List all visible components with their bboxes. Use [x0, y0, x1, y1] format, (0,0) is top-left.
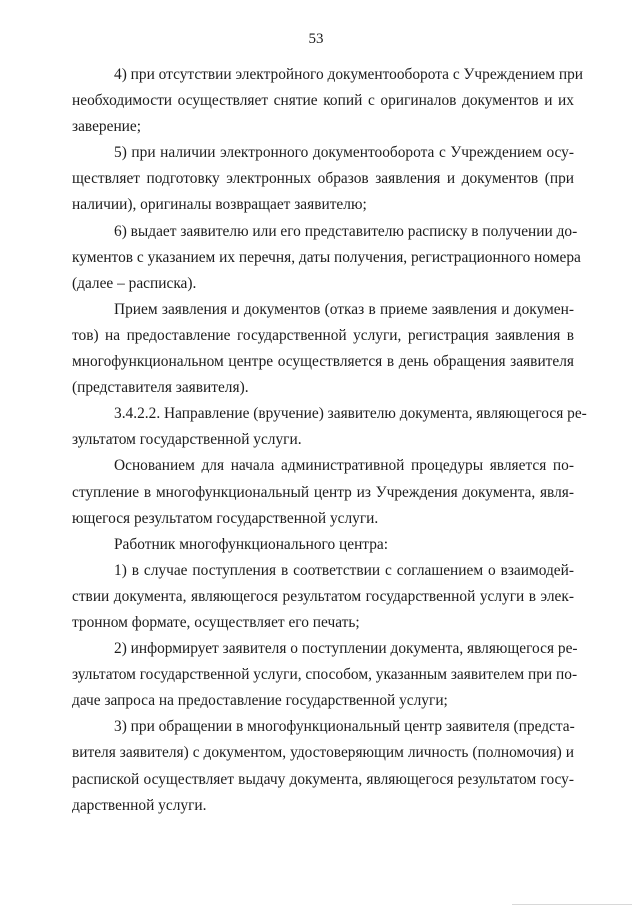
text-line: 3.4.2.2. Направление (вручение) заявителю документа, являющегося ре-: [114, 405, 587, 423]
paragraph-item-3: [72, 714, 574, 818]
document-body: [72, 62, 587, 819]
text-line: необходимости осуществляет снятие копий с оригиналов документов и их: [72, 92, 574, 110]
paragraph-item-6: [72, 219, 581, 297]
text-line: заверение;: [72, 118, 142, 136]
paragraph-reception: [72, 297, 574, 401]
text-line: тронном формате, осуществляет его печать;: [72, 613, 360, 631]
text-line: ствии документа, являющегося результатом государственной услуги в элек-: [72, 587, 574, 605]
paragraph-item-5: [72, 140, 574, 218]
text-line: зультатом государственной услуги.: [72, 431, 302, 449]
text-line: ступление в многофункциональный центр из Учреждения документа, явля-: [72, 483, 574, 501]
text-line: 1) в случае поступления в соответствии с соглашением о взаимодей-: [114, 561, 574, 579]
page-number: 53: [308, 31, 324, 47]
text-line: распиской осуществляет выдачу документа, являющегося результатом госу-: [72, 770, 574, 788]
paragraph-item-4: [72, 62, 584, 140]
paragraph-basis: [72, 453, 574, 531]
section-heading-3-4-2-2: [72, 401, 587, 453]
text-line: ществляет подготовку электронных образов заявления и документов (при: [72, 170, 574, 188]
text-line: кументов с указанием их перечня, даты получения, регистрационного номера: [72, 248, 581, 266]
text-line: вителя заявителя) с документом, удостоверяющим личность (полномочия) и: [72, 744, 574, 762]
text-line: Работник многофункционального центра:: [114, 535, 389, 553]
text-line: (представителя заявителя).: [72, 379, 249, 397]
text-line: зультатом государственной услуги, способом, указанным заявителем при по-: [72, 666, 578, 684]
paragraph-item-2: [72, 636, 578, 714]
text-line: 3) при обращении в многофункциональный центр заявителя (предста-: [114, 718, 575, 736]
text-line: ющегося результатом государственной услуги.: [72, 509, 379, 527]
text-line: многофункциональном центре осуществляется в день обращения заявителя: [72, 353, 574, 371]
text-line: 6) выдает заявителю или его представителю расписку в получении до-: [114, 222, 578, 240]
text-line: Основанием для начала административной процедуры является по-: [114, 457, 574, 475]
text-line: 2) информирует заявителя о поступлении документа, являющегося ре-: [114, 640, 578, 658]
text-line: 4) при отсутствии электройного документооборота с Учреждением при: [114, 66, 584, 83]
text-line: наличии), оригиналы возвращает заявителю;: [72, 196, 367, 214]
text-line: дарственной услуги.: [72, 796, 207, 814]
paragraph-item-1: [72, 558, 574, 636]
text-line: тов) на предоставление государственной услуги, регистрация заявления в: [72, 326, 574, 344]
text-line: 5) при наличии электронного документооборота с Учреждением осу-: [114, 144, 574, 162]
text-line: (далее – расписка).: [72, 274, 197, 292]
text-line: даче запроса на предоставление государственной услуги;: [72, 692, 448, 710]
text-line: Прием заявления и документов (отказ в приеме заявления и докумен-: [114, 300, 574, 318]
paragraph-worker: [72, 532, 574, 558]
